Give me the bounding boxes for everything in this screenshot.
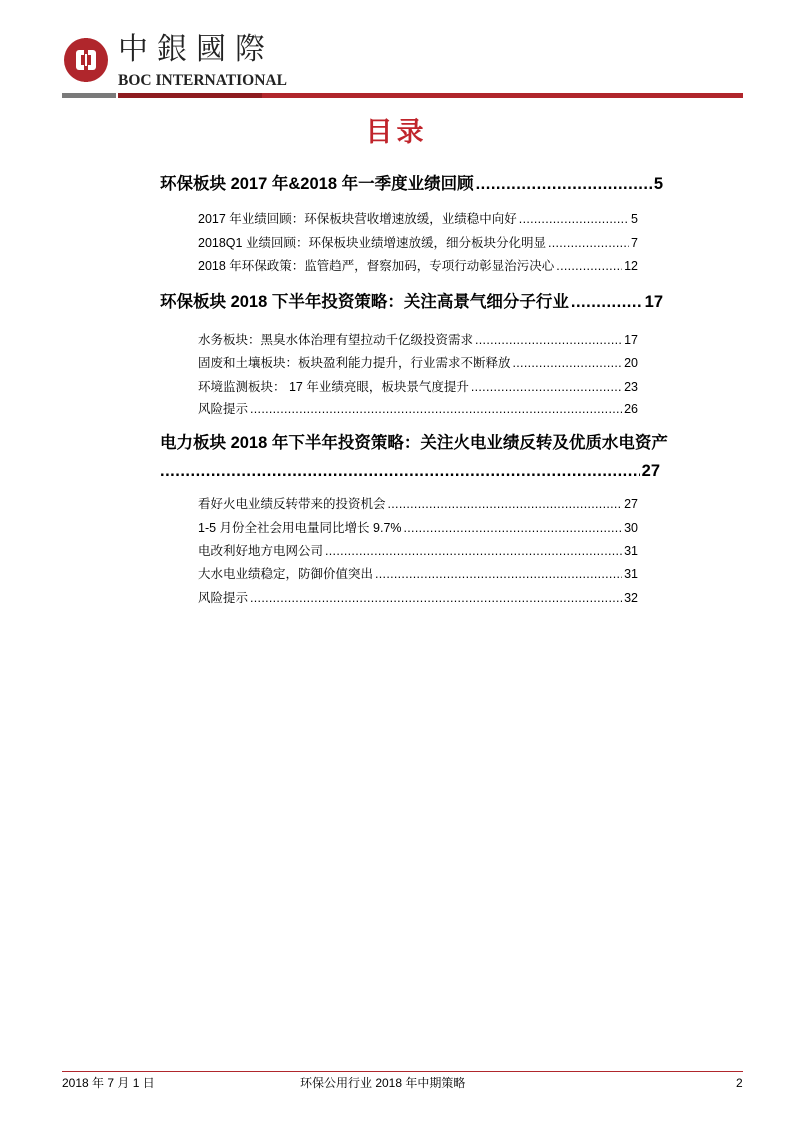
toc-page: 31 — [624, 544, 638, 558]
footer-page-number: 2 — [736, 1076, 743, 1090]
toc-item-title: 1-5 月份全社会用电量同比增长 9.7% — [198, 521, 402, 535]
toc-section-title: 环保板块 2018 下半年投资策略：关注高景气细分子行业 — [160, 293, 569, 311]
dot-leader — [388, 496, 623, 512]
toc-page: 7 — [631, 236, 638, 250]
toc-page: 17 — [624, 333, 638, 347]
toc-item[interactable] — [198, 258, 638, 274]
footer-date: 2018 年 7 月 1 日 — [62, 1076, 155, 1090]
footer-report-title: 环保公用行业 2018 年中期策略 — [300, 1076, 466, 1090]
toc-page: 31 — [624, 567, 638, 581]
toc-item[interactable] — [198, 235, 638, 251]
toc-section[interactable] — [160, 461, 660, 481]
dot-leader — [475, 332, 622, 348]
toc-title: 目录 — [365, 117, 428, 147]
toc-item[interactable] — [198, 543, 638, 559]
toc-item-title: 固废和土壤板块：板块盈利能力提升，行业需求不断释放 — [198, 356, 511, 370]
toc-item-title: 电改利好地方电网公司 — [198, 544, 324, 558]
dot-leader — [519, 211, 629, 227]
toc-page: 20 — [624, 356, 638, 370]
toc-section-title[interactable]: 电力板块 2018 年下半年投资策略：关注火电业绩反转及优质水电资产 — [160, 434, 668, 452]
header-bar-red — [262, 93, 743, 98]
toc-item[interactable] — [198, 401, 638, 417]
dot-leader — [375, 566, 622, 582]
toc-section-title: 环保板块 2017 年&2018 年一季度业绩回顾 — [160, 175, 474, 193]
toc-item[interactable] — [198, 590, 638, 606]
toc-page: 27 — [641, 462, 660, 480]
toc-item[interactable] — [198, 496, 638, 512]
toc-item-title: 环境监测板块： 17 年业绩亮眼，板块景气度提升 — [198, 380, 469, 394]
toc-page: 5 — [653, 175, 663, 193]
header-bar-gray — [62, 93, 116, 98]
toc-item-title: 2018 年环保政策：监管趋严，督察加码，专项行动彰显治污决心 — [198, 259, 555, 273]
boc-logo-icon — [64, 38, 108, 82]
dot-leader — [325, 543, 622, 559]
dot-leader — [476, 174, 652, 194]
toc-item-title: 水务板块：黑臭水体治理有望拉动千亿级投资需求 — [198, 333, 474, 347]
toc-item-title: 看好火电业绩反转带来的投资机会 — [198, 497, 386, 511]
toc-page: 5 — [631, 212, 638, 226]
toc-page: 32 — [624, 591, 638, 605]
toc-page: 23 — [624, 380, 638, 394]
toc-item-title: 2017 年业绩回顾：环保板块营收增速放缓，业绩稳中向好 — [198, 212, 517, 226]
toc-item-title: 大水电业绩稳定，防御价值突出 — [198, 567, 374, 581]
toc-item-title: 风险提示 — [198, 402, 249, 416]
brand-name-cn: 中銀國際 — [118, 32, 274, 67]
dot-leader — [571, 292, 643, 312]
toc-section[interactable] — [160, 174, 663, 194]
brand-name-en: BOC INTERNATIONAL — [118, 72, 287, 89]
toc-item-title: 风险提示 — [198, 591, 249, 605]
dot-leader — [548, 235, 629, 251]
toc-item-title: 2018Q1 业绩回顾：环保板块业绩增速放缓，细分板块分化明显 — [198, 236, 546, 250]
toc-page: 30 — [624, 521, 638, 535]
footer-divider — [62, 1071, 743, 1072]
toc-page: 12 — [624, 259, 638, 273]
toc-item[interactable] — [198, 211, 638, 227]
dot-leader — [250, 590, 622, 606]
toc-item[interactable] — [198, 379, 638, 395]
toc-page: 26 — [624, 402, 638, 416]
dot-leader — [513, 355, 623, 371]
toc-item[interactable] — [198, 332, 638, 348]
dot-leader — [404, 520, 623, 536]
toc-item[interactable] — [198, 566, 638, 582]
dot-leader — [250, 401, 622, 417]
header-bar-darkred — [118, 93, 262, 98]
toc-item[interactable] — [198, 355, 638, 371]
dot-leader — [160, 461, 640, 481]
toc-page: 17 — [644, 293, 663, 311]
toc-page: 27 — [624, 497, 638, 511]
toc-section[interactable] — [160, 292, 663, 312]
toc-item[interactable] — [198, 520, 638, 536]
dot-leader — [556, 258, 622, 274]
dot-leader — [471, 379, 622, 395]
